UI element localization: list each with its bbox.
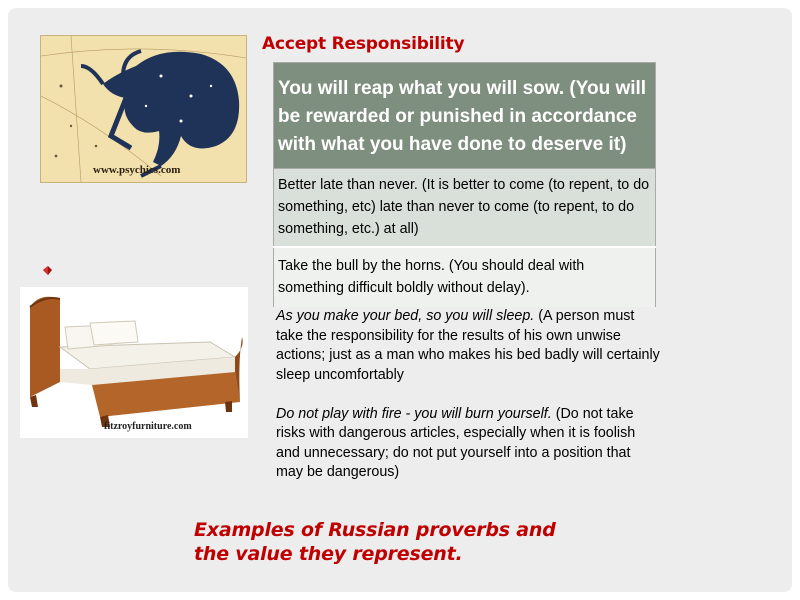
proverb-italic: As you make your bed, so you will sleep. <box>276 308 535 324</box>
bull-illustration <box>41 36 246 182</box>
table-cell: Better late than never. (It is better to come (to repent, to do something, etc) late than never to come (to repent, to do something, etc.) at all) <box>274 169 656 247</box>
table-row <box>274 247 656 307</box>
proverb-paragraph <box>276 405 661 483</box>
table-row <box>274 169 656 247</box>
bullet-icon <box>42 263 53 274</box>
slide-title: Accept Responsibility <box>262 34 465 54</box>
taurus-constellation-image <box>40 35 247 183</box>
bed-image <box>20 287 248 438</box>
taurus-image-caption: www.psychics.com <box>93 164 181 176</box>
proverb-explanation: (Do not take risks with dangerous articles, especially when it is foolish and unnecessary; do not put yourself into a position that may be dangerous) <box>276 405 636 480</box>
proverb-explanation: (A person must take the responsibility for the results of his own unwise actions; just as a man who makes his bed badly will certainly sleep uncomfortably <box>276 308 660 383</box>
footer-caption: Examples of Russian proverbs and the value they represent. <box>194 519 556 565</box>
proverb-italic: Do not play with fire - you will burn yourself. <box>276 405 552 422</box>
table-cell: Take the bull by the horns. (You should deal with something difficult boldly without delay). <box>274 247 656 307</box>
table-header-row <box>274 63 656 169</box>
proverbs-table <box>273 62 656 307</box>
table-header-cell: You will reap what you will sow. (You will be rewarded or punished in accordance with what you have done to deserve it) <box>274 63 656 169</box>
bed-illustration <box>20 287 248 438</box>
proverb-paragraphs <box>276 307 661 502</box>
bed-image-caption: fitzroyfurniture.com <box>104 421 192 432</box>
proverb-paragraph <box>276 307 661 385</box>
